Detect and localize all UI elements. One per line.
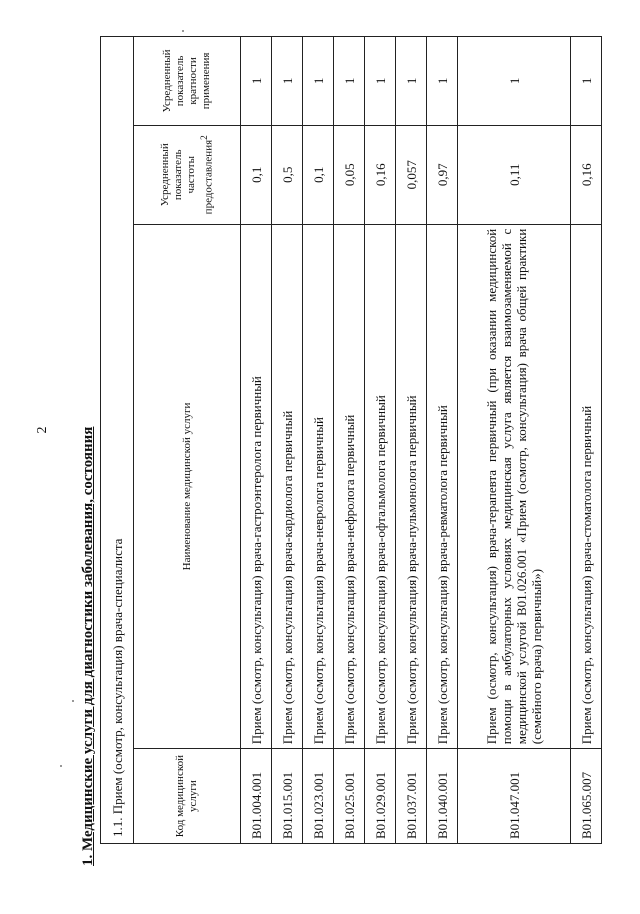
page-number: 2	[35, 426, 50, 434]
scan-speck	[60, 765, 62, 767]
table-header-row	[134, 37, 241, 844]
row-code: B01.040.001	[427, 749, 458, 844]
row-name: Прием (осмотр, консультация) врача-ревматолога первичный	[427, 224, 458, 749]
services-table	[100, 36, 602, 844]
row-frequency: 0,05	[334, 125, 365, 224]
header-code: Код медицинской услуги	[134, 749, 241, 844]
row-code: B01.025.001	[334, 749, 365, 844]
table-row	[427, 37, 458, 844]
table-row	[272, 37, 303, 844]
header-frequency-text: Усредненный показатель частоты предоставления	[158, 139, 215, 215]
table-row	[334, 37, 365, 844]
row-name: Прием (осмотр, консультация) врача-стоматолога первичный	[571, 224, 602, 749]
row-code: B01.015.001	[272, 749, 303, 844]
table-row	[571, 37, 602, 844]
row-multiplicity: 1	[427, 37, 458, 126]
row-code: B01.037.001	[396, 749, 427, 844]
row-code: B01.029.001	[365, 749, 396, 844]
table-row	[241, 37, 272, 844]
row-frequency: 0,5	[272, 125, 303, 224]
row-code: B01.023.001	[303, 749, 334, 844]
subsection-row	[101, 37, 134, 844]
row-frequency: 0,1	[241, 125, 272, 224]
section-title: 1. Медицинские услуги для диагностики заболевания, состояния	[80, 426, 96, 866]
scan-speck	[72, 700, 74, 702]
row-frequency: 0,1	[303, 125, 334, 224]
row-name: Прием (осмотр, консультация) врача-нефролога первичный	[334, 224, 365, 749]
row-code: B01.047.001	[458, 749, 571, 844]
table-row	[365, 37, 396, 844]
row-multiplicity: 1	[396, 37, 427, 126]
row-name: Прием (осмотр, консультация) врача-кардиолога первичный	[272, 224, 303, 749]
row-code: B01.065.007	[571, 749, 602, 844]
row-multiplicity: 1	[241, 37, 272, 126]
table-row	[396, 37, 427, 844]
header-multiplicity: Усредненный показатель кратности применения	[134, 37, 241, 126]
row-multiplicity: 1	[272, 37, 303, 126]
row-name: Прием (осмотр, консультация) врача-гастроэнтеролога первичный	[241, 224, 272, 749]
table-row	[303, 37, 334, 844]
row-code: B01.004.001	[241, 749, 272, 844]
header-frequency-footnote: 2	[198, 135, 209, 140]
row-name: Прием (осмотр, консультация) врача-пульмонолога первичный	[396, 224, 427, 749]
row-name: Прием (осмотр, консультация) врача-невролога первичный	[303, 224, 334, 749]
subsection-title: 1.1. Прием (осмотр, консультация) врача-специалиста	[101, 37, 134, 844]
row-name: Прием (осмотр, консультация) врача-терапевта первичный (при оказании медицинской помощи в амбулаторных условиях медицинская услуга является взаимозаменяемой с медицинской услугой B01.026.001 «Прием (осмотр, консультация) врача общей практики (семейного врача) первичный»)	[458, 224, 571, 749]
row-frequency: 0,057	[396, 125, 427, 224]
rotated-content	[80, 36, 640, 866]
row-multiplicity: 1	[334, 37, 365, 126]
scan-speck	[182, 30, 184, 32]
header-frequency	[134, 125, 241, 224]
table-row	[458, 37, 571, 844]
row-frequency: 0,11	[458, 125, 571, 224]
row-multiplicity: 1	[303, 37, 334, 126]
row-frequency: 0,16	[365, 125, 396, 224]
row-multiplicity: 1	[571, 37, 602, 126]
header-name: Наименование медицинской услуги	[134, 224, 241, 749]
row-frequency: 0,97	[427, 125, 458, 224]
row-frequency: 0,16	[571, 125, 602, 224]
row-multiplicity: 1	[458, 37, 571, 126]
row-name: Прием (осмотр, консультация) врача-офтальмолога первичный	[365, 224, 396, 749]
row-multiplicity: 1	[365, 37, 396, 126]
